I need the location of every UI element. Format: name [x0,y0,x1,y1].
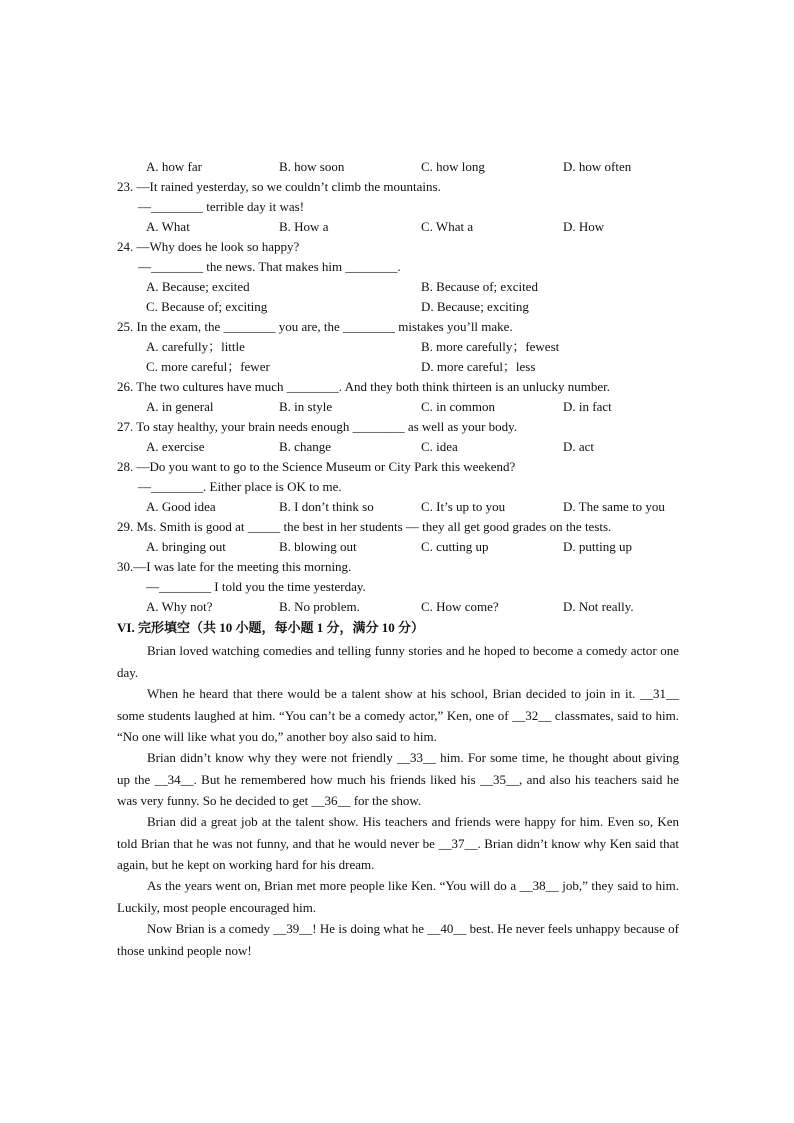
q24-answer-line: —________ the news. That makes him ________. [138,259,401,274]
section-title: VI. 完形填空（共 10 小题，每小题 1 分，满分 10 分） [117,620,424,635]
passage-text: Brian didn’t know why they were not friendly __33__ him. For some time, he thought about giving up the __34__. But he remembered how much his friends liked his __35__, and also his teachers said he was very funny. So he decided to get __36__ for the show. [117,750,679,808]
q23-answer-line: —________ terrible day it was! [138,199,305,214]
passage-paragraph [117,811,679,876]
q27-option-b: B. change [279,439,331,454]
q23-stem: 23. —It rained yesterday, so we couldn’t climb the mountains. [117,179,441,194]
q29-stem: 29. Ms. Smith is good at _____ the best in her students — they all get good grades on the tests. [117,519,612,534]
q26-option-b: B. in style [279,399,333,414]
q25-option-b: B. more carefully；fewest [421,339,560,354]
q28-answer-line: —________. Either place is OK to me. [138,479,342,494]
q24-option-a: A. Because; excited [146,279,250,294]
q22-option-d: D. how often [563,159,632,174]
q24-option-c: C. Because of; exciting [146,299,268,314]
q30-option-c: C. How come? [421,599,499,614]
q24-option-b: B. Because of; excited [421,279,538,294]
q30-stem: 30.—I was late for the meeting this morning. [117,559,352,574]
passage-paragraph [117,747,679,812]
q29-option-a: A. bringing out [146,539,226,554]
q30-option-d: D. Not really. [563,599,634,614]
q28-stem: 28. —Do you want to go to the Science Museum or City Park this weekend? [117,459,516,474]
q26-stem: 26. The two cultures have much ________. And they both think thirteen is an unlucky number. [117,379,610,394]
q26-option-d: D. in fact [563,399,612,414]
q29-option-c: C. cutting up [421,539,489,554]
q26-option-c: C. in common [421,399,496,414]
q24-stem: 24. —Why does he look so happy? [117,239,300,254]
passage-paragraph [117,683,679,748]
passage-text: When he heard that there would be a talent show at his school, Brian decided to join in it. __31__ some students laughed at him. “You can’t be a comedy actor,” Ken, one of __32__ classmates, said to him. “No one will like what you do,” another boy also said to him. [117,686,679,744]
q22-option-c: C. how long [421,159,485,174]
q27-option-a: A. exercise [146,439,205,454]
q26-option-a: A. in general [146,399,214,414]
q25-option-a: A. carefully；little [146,339,245,354]
q25-stem: 25. In the exam, the ________ you are, the ________ mistakes you’ll make. [117,319,513,334]
passage-paragraph [117,918,679,961]
q22-option-b: B. how soon [279,159,345,174]
q23-option-a: A. What [146,219,190,234]
q29-option-d: D. putting up [563,539,632,554]
passage-paragraph [117,875,679,918]
q30-option-a: A. Why not? [146,599,213,614]
q27-stem: 27. To stay healthy, your brain needs enough ________ as well as your body. [117,419,518,434]
q28-option-c: C. It’s up to you [421,499,506,514]
q24-option-d: D. Because; exciting [421,299,529,314]
q25-option-d: D. more careful；less [421,359,536,374]
passage-paragraph [117,640,679,683]
q23-option-b: B. How a [279,219,329,234]
q27-option-d: D. act [563,439,595,454]
q23-option-c: C. What a [421,219,474,234]
q30-option-b: B. No problem. [279,599,360,614]
q29-option-b: B. blowing out [279,539,357,554]
passage-text: Brian loved watching comedies and telling funny stories and he hoped to become a comedy actor one day. [117,643,679,680]
q27-option-c: C. idea [421,439,458,454]
q25-option-c: C. more careful；fewer [146,359,270,374]
passage-text: As the years went on, Brian met more people like Ken. “You will do a __38__ job,” they said to him. Luckily, most people encouraged him. [117,878,679,915]
passage-text: Now Brian is a comedy __39__! He is doing what he __40__ best. He never feels unhappy because of those unkind people now! [117,921,679,958]
passage-text: Brian did a great job at the talent show. His teachers and friends were happy for him. Even so, Ken told Brian that he was not funny, and that he would never be __37__. Brian didn’t know why Ken said that again, but he kept on working hard for his dream. [117,814,679,872]
q28-option-b: B. I don’t think so [279,499,374,514]
q28-option-a: A. Good idea [146,499,216,514]
q30-answer-line: —________ I told you the time yesterday. [146,579,366,594]
q28-option-d: D. The same to you [563,499,665,514]
q22-option-a: A. how far [146,159,202,174]
q23-option-d: D. How [563,219,605,234]
